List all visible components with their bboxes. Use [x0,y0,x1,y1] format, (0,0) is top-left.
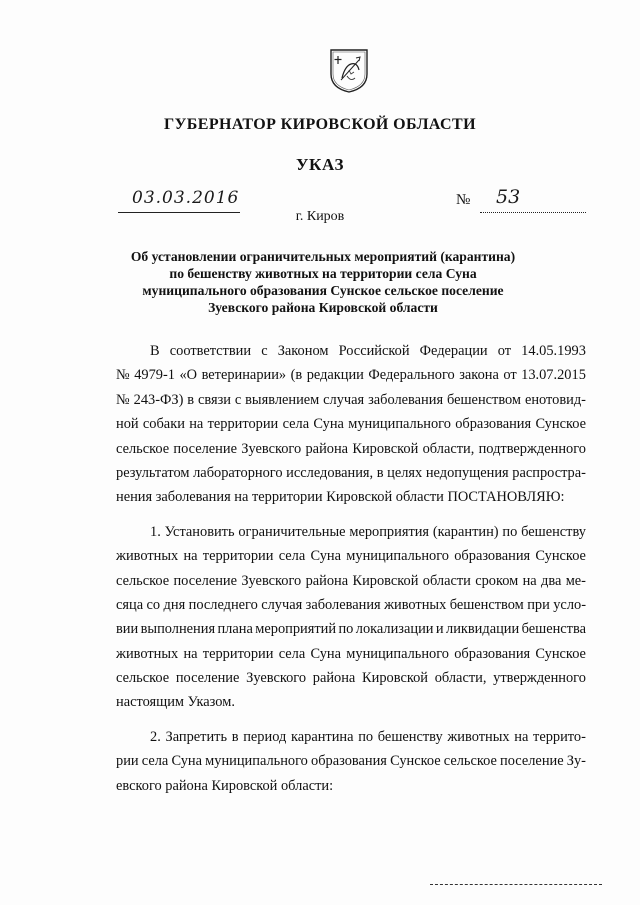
issuing-authority: ГУБЕРНАТОР КИРОВСКОЙ ОБЛАСТИ [164,116,476,133]
text-line: 1. Установить ограничительные мероприятия (карантин) по бешенству [150,523,586,540]
text-line: ной собаки на территории села Суна муниципального образования Сунское [116,416,586,433]
title-line: по бешенству животных на территории села Суна [169,266,477,281]
paragraph-gap [116,715,586,725]
document-title [130,248,516,316]
document-type: УКАЗ [295,155,345,174]
footer-rule [430,884,602,885]
paragraph [116,339,586,510]
title-line: Об установлении ограничительных мероприятий (карантина) [130,249,516,264]
text-line: евского района Кировской области: [116,777,334,794]
handwritten-number: 53 [496,186,521,208]
text-line: животных на территории села Суна муниципального образования Сунское [116,645,586,662]
text-line: результатом лабораторного исследования, в целях недопущения распростра- [116,464,586,481]
title-line: муниципального образования Сунское сельское поселение [142,283,504,298]
text-line: В соответствии с Законом Российской Федерации от 14.05.1993 [150,343,586,359]
text-line: № 4979-1 «О ветеринарии» (в редакции Федерального закона от 13.07.2015 [116,367,586,384]
paragraph [116,725,586,798]
document-body [116,339,586,798]
text-line: сяца со дня последнего случая заболевания животных бешенством при усло- [116,596,586,613]
text-line: нения заболевания на территории Кировской области ПОСТАНОВЛЯЮ: [116,489,565,506]
number-label: № [456,192,471,208]
text-line: сельское поселение Зуевского района Кировской области, подтвержденного [116,440,586,457]
text-line: животных на территории села Суна муниципального образования Сунское [116,548,586,565]
text-line: настоящим Указом. [116,694,235,711]
paragraph [116,520,586,715]
city: г. Киров [295,209,345,224]
paragraph-gap [116,510,586,520]
text-line: № 243-ФЗ) в связи с выявлением случая заболевания бешенством енотовид- [116,391,586,408]
text-line: рии села Суна муниципального образования Сунское сельское поселение Зу- [116,753,586,770]
coat-of-arms-emblem [329,48,369,94]
handwritten-date: 03.03.2016 [132,188,240,208]
text-line: вии выполнения плана мероприятий по локализации и ликвидации бешенства [116,621,586,638]
text-line: сельское поселение Зуевского района Кировской области, утвержденного [116,670,586,687]
title-line: Зуевского района Кировской области [208,300,438,315]
text-line: сельское поселение Зуевского района Кировской области сроком на два ме- [116,572,586,589]
text-line: 2. Запретить в период карантина по бешенству животных на террито- [150,728,586,745]
